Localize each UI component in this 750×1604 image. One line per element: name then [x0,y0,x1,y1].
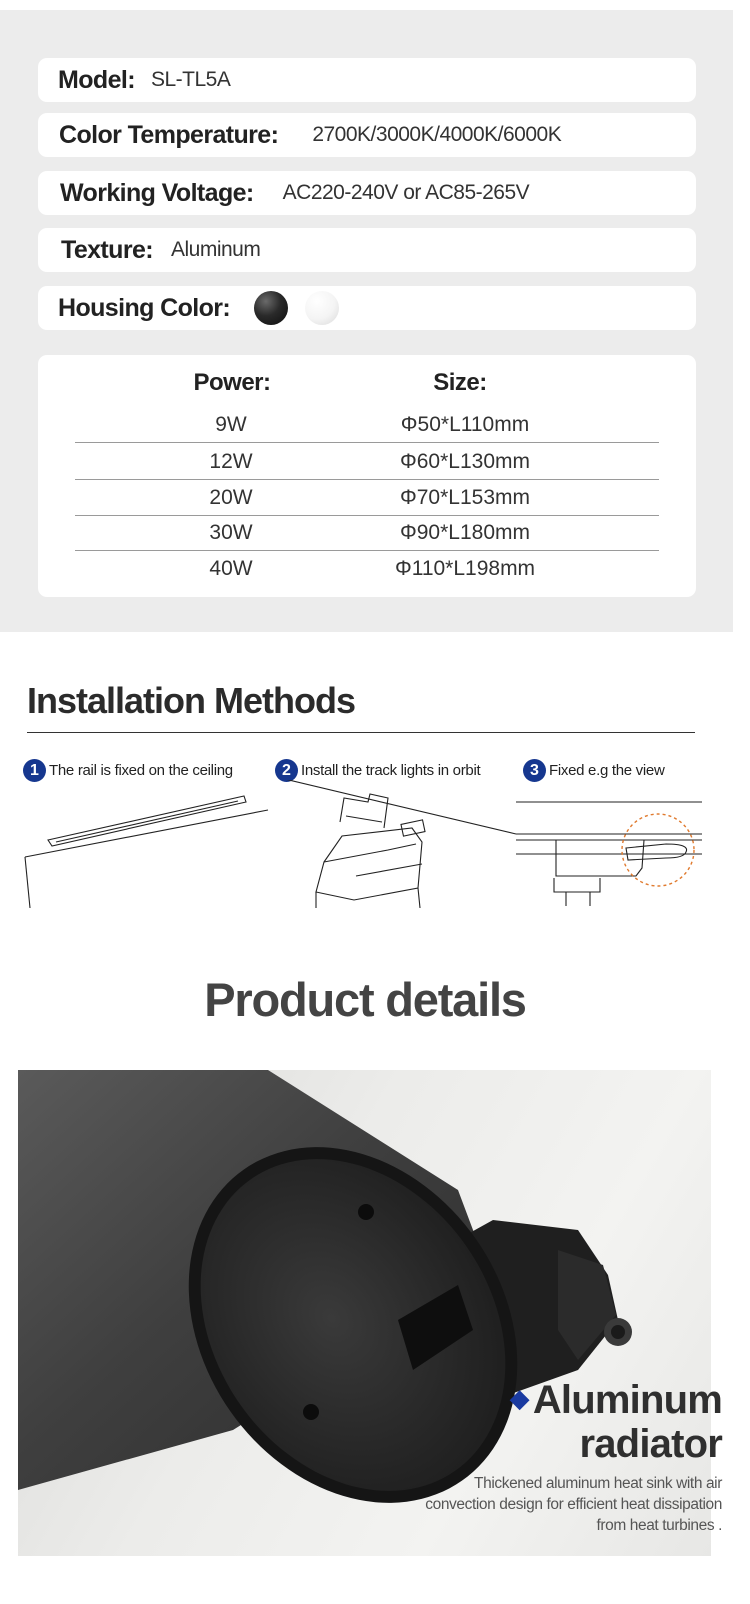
fixed-view-illustration [516,780,706,910]
feature-title-line1: Aluminum [532,1378,722,1422]
power-cell: 30W [209,520,253,544]
size-cell: Φ90*L180mm [400,520,530,544]
table-row [75,444,659,480]
step-text: Fixed e.g the view [549,762,665,779]
feature-description: Thickened aluminum heat sink with air convection design for efficient heat dissipation from heat turbines . [425,1475,722,1534]
installation-title: Installation Methods [27,680,356,721]
feature-title [510,1376,722,1466]
spec-row-texture [38,228,696,272]
step-number-badge: 1 [23,759,46,782]
step-number-badge: 3 [523,759,546,782]
model-value: SL-TL5A [150,68,231,91]
housing-color-swatch-white [305,291,339,325]
step-text: The rail is fixed on the ceiling [49,762,233,779]
power-cell: 9W [215,412,247,436]
size-cell: Φ50*L110mm [400,412,530,436]
spec-panel [0,10,733,632]
color-temperature-label: Color Temperature: [59,120,279,149]
spec-row-model [38,58,696,102]
power-cell: 40W [209,557,253,580]
size-cell: Φ110*L198mm [394,557,536,580]
working-voltage-value: AC220-240V or AC85-265V [282,181,530,204]
texture-value: Aluminum [170,238,261,261]
working-voltage-label: Working Voltage: [60,178,254,207]
install-step-1 [23,759,233,782]
power-cell: 12W [209,449,253,473]
ceiling-rail-illustration [20,780,272,910]
housing-color-label: Housing Color: [58,293,231,322]
table-row [75,551,659,587]
housing-color-swatch-black [254,291,288,325]
size-header: Size: [433,369,487,396]
install-step-3 [523,759,665,782]
feature-title-line2: radiator [579,1422,722,1466]
track-light-illustration [272,780,518,910]
power-cell: 20W [209,485,253,509]
installation-divider [27,732,695,733]
table-row [75,407,659,443]
diamond-bullet-icon: ◆ [509,1383,529,1413]
product-details-title: Product details [204,973,526,1026]
spec-row-color-temperature [38,113,696,157]
table-row [75,515,659,551]
install-step-2 [275,759,480,782]
step-number-badge: 2 [275,759,298,782]
power-header: Power: [193,369,271,396]
texture-label: Texture: [61,235,153,264]
color-temperature-value: 2700K/3000K/4000K/6000K [312,123,562,146]
table-row [75,480,659,516]
model-label: Model: [58,65,135,94]
size-cell: Φ60*L130mm [400,449,530,473]
step-text: Install the track lights in orbit [301,762,481,779]
size-cell: Φ70*L153mm [400,485,530,509]
spec-row-housing-color [38,286,696,330]
spec-row-working-voltage [38,171,696,215]
size-table [38,355,696,597]
